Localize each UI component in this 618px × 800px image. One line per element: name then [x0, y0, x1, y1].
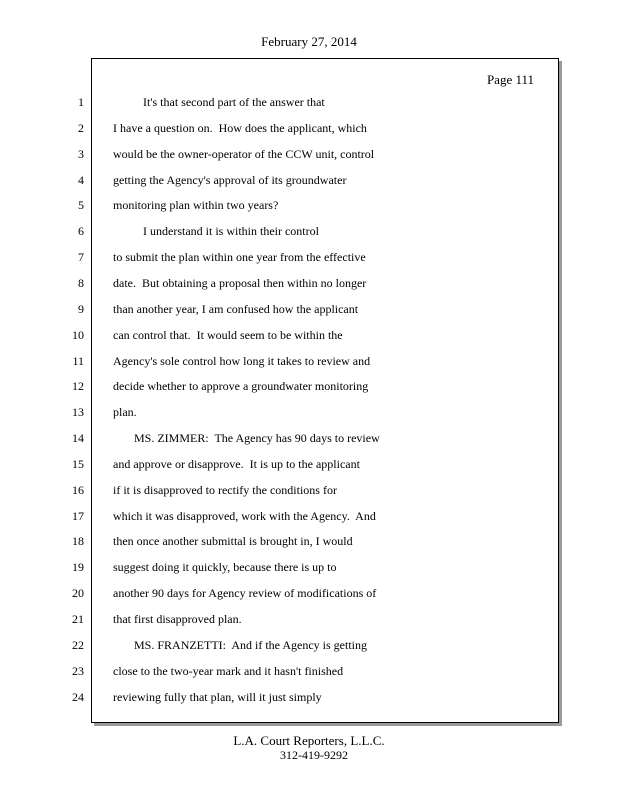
line-number: 11	[72, 354, 84, 368]
line-text: I have a question on. How does the applicant, which	[113, 121, 367, 135]
line-text: then once another submittal is brought in, I would	[113, 534, 353, 548]
line-number: 13	[72, 405, 84, 419]
line-number: 6	[78, 224, 84, 238]
line-text: another 90 days for Agency review of modifications of	[113, 586, 377, 600]
line-text: would be the owner-operator of the CCW unit, control	[113, 147, 375, 161]
line-number: 4	[78, 173, 84, 187]
line-number: 16	[72, 483, 84, 497]
line-text: plan.	[113, 405, 137, 419]
line-text: which it was disapproved, work with the Agency. And	[113, 509, 376, 523]
line-number: 15	[72, 457, 84, 471]
line-number: 2	[78, 121, 84, 135]
line-number: 17	[72, 509, 84, 523]
line-number: 23	[72, 664, 84, 678]
line-text: and approve or disapprove. It is up to the applicant	[113, 457, 360, 471]
line-text: close to the two-year mark and it hasn't finished	[113, 664, 344, 678]
line-text: It's that second part of the answer that	[113, 95, 325, 109]
line-text: can control that. It would seem to be within the	[113, 328, 343, 342]
line-text: MS. FRANZETTI: And if the Agency is getting	[113, 638, 367, 652]
line-number: 21	[72, 612, 84, 626]
line-text: Agency's sole control how long it takes to review and	[113, 354, 371, 368]
footer-phone: 312-419-9292	[280, 748, 348, 762]
line-text: suggest doing it quickly, because there is up to	[113, 560, 337, 574]
line-text: to submit the plan within one year from the effective	[113, 250, 366, 264]
line-number: 24	[72, 690, 84, 704]
page-number: Page 111	[486, 72, 534, 87]
line-number: 14	[72, 431, 84, 445]
line-number: 9	[78, 302, 84, 316]
line-text: if it is disapproved to rectify the conditions for	[113, 483, 337, 497]
line-number: 18	[72, 534, 84, 548]
header-date: February 27, 2014	[261, 34, 357, 49]
line-number: 22	[72, 638, 84, 652]
line-number: 20	[72, 586, 84, 600]
line-number: 8	[78, 276, 84, 290]
line-number: 1	[78, 95, 84, 109]
line-text: date. But obtaining a proposal then within no longer	[113, 276, 367, 290]
line-text: reviewing fully that plan, will it just simply	[113, 690, 322, 704]
line-text: getting the Agency's approval of its groundwater	[113, 173, 347, 187]
line-text: decide whether to approve a groundwater monitoring	[113, 379, 369, 393]
line-number: 7	[78, 250, 84, 264]
footer-company: L.A. Court Reporters, L.L.C.	[233, 733, 385, 748]
line-number: 19	[72, 560, 84, 574]
line-number: 12	[72, 379, 84, 393]
line-text: monitoring plan within two years?	[113, 198, 279, 212]
line-text: MS. ZIMMER: The Agency has 90 days to review	[113, 431, 380, 445]
line-number: 5	[78, 198, 84, 212]
line-number: 3	[78, 147, 84, 161]
line-number: 10	[72, 328, 84, 342]
line-text: I understand it is within their control	[113, 224, 319, 238]
line-text: than another year, I am confused how the applicant	[113, 302, 359, 316]
line-text: that first disapproved plan.	[113, 612, 242, 626]
